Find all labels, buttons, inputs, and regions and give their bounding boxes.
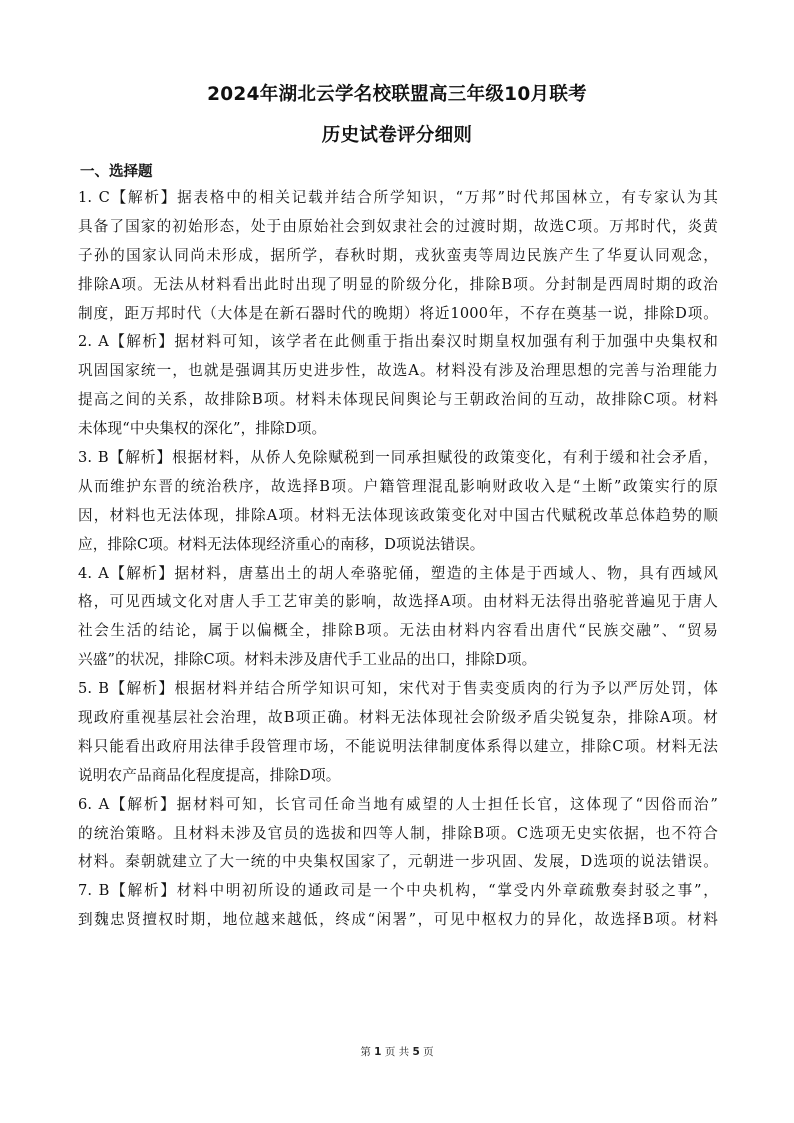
answer-explanations (78, 184, 718, 935)
text-line: 排除A项。无法从材料看出此时出现了明显的阶级分化，排除B项。分封制是西周时期的政治 (78, 275, 718, 293)
total-pages: 5 (412, 1046, 420, 1058)
text-line: 社会生活的结论，属于以偏概全，排除B项。无法由材料内容看出唐代“民族交融”、“贸易 (78, 622, 718, 640)
text-line: 的统治策略。且材料未涉及官员的选拔和四等人制，排除B项。C选项无史实依据，也不符合 (78, 824, 718, 842)
text-line: 2. A【解析】据材料可知，该学者在此侧重于指出秦汉时期皇权加强有利于加强中央集权和 (78, 333, 718, 351)
section-heading: 一、选择题 (80, 164, 153, 180)
text-line: 料只能看出政府用法律手段管理市场，不能说明法律制度体系得以建立，排除C项。材料无法 (78, 737, 718, 755)
text-line: 因，材料也无法体现，排除A项。材料无法体现该政策变化对中国古代赋税改革总体趋势的顺 (78, 506, 718, 524)
text-line: 子孙的国家认同尚未形成，据所学，春秋时期，戎狄蛮夷等周边民族产生了华夏认同观念， (78, 246, 718, 264)
text-line: 巩固国家统一，也就是强调其历史进步性，故选A。材料没有涉及治理思想的完善与治理能力 (78, 362, 718, 380)
text-line: 7. B【解析】材料中明初所设的通政司是一个中央机构，“掌受内外章疏敷奏封驳之事”， (78, 882, 718, 900)
text-line: 应，排除C项。材料无法体现经济重心的南移，D项说法错误。 (78, 535, 485, 553)
text-line: 4. A【解析】据材料，唐墓出土的胡人牵骆驼俑，塑造的主体是于西域人、物，具有西域风 (78, 564, 718, 582)
page-footer (0, 1044, 794, 1059)
text-line: 5. B【解析】根据材料并结合所学知识可知，宋代对于售卖变质肉的行为予以严厉处罚，体 (78, 680, 718, 698)
footer-prefix: 第 (360, 1046, 371, 1058)
footer-suffix: 页 (423, 1046, 434, 1058)
text-line: 格，可见西域文化对唐人手工艺审美的影响，故选择A项。由材料无法得出骆驼普遍见于唐人 (78, 593, 718, 611)
text-line: 现政府重视基层社会治理，故B项正确。材料无法体现社会阶级矛盾尖锐复杂，排除A项。材 (78, 709, 718, 727)
document-subtitle: 历史试卷评分细则 (321, 125, 473, 146)
text-line: 从而维护东晋的统治秩序，故选择B项。户籍管理混乱影响财政收入是“土断”政策实行的原 (78, 477, 718, 495)
text-line: 说明农产品商品化程度提高，排除D项。 (78, 766, 341, 784)
text-line: 材料。秦朝就建立了大一统的中央集权国家了，元朝进一步巩固、发展，D选项的说法错误。 (78, 853, 718, 871)
footer-middle: 页 共 (384, 1046, 410, 1058)
text-line: 制度，距万邦时代（大体是在新石器时代的晚期）将近1000年，不存在奠基一说，排除D项。 (78, 304, 718, 322)
page-number: 1 (374, 1046, 382, 1058)
text-line: 兴盛”的状况，排除C项。材料未涉及唐代手工业品的出口，排除D项。 (78, 651, 537, 669)
document-title: 2024年湖北云学名校联盟高三年级10月联考 (207, 84, 587, 105)
text-line: 6. A【解析】据材料可知，长官司任命当地有威望的人士担任长官，这体现了“因俗而治” (78, 795, 718, 813)
text-line: 具备了国家的初始形态，处于由原始社会到奴隶社会的过渡时期，故选C项。万邦时代，炎黄 (78, 217, 718, 235)
text-line: 到魏忠贤擅权时期，地位越来越低，终成“闲署”，可见中枢权力的异化，故选择B项。材料 (78, 911, 718, 929)
text-line: 1. C【解析】据表格中的相关记载并结合所学知识，“万邦”时代邦国林立，有专家认为其 (78, 189, 718, 206)
text-line: 3. B【解析】根据材料，从侨人免除赋税到一同承担赋役的政策变化，有利于缓和社会矛盾， (78, 449, 718, 467)
text-line: 提高之间的关系，故排除B项。材料未体现民间舆论与王朝政治间的互动，故排除C项。材料 (78, 391, 718, 409)
text-line: 未体现“中央集权的深化”，排除D项。 (78, 420, 327, 438)
